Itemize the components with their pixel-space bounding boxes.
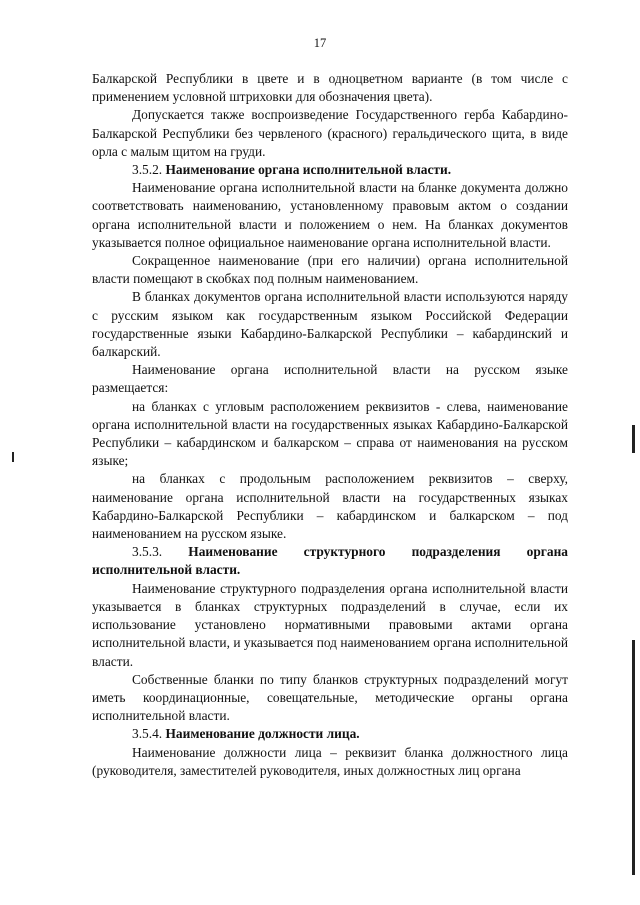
paragraph: В бланках документов органа исполнительной власти используются наряду с русским языком как государственным языком Российской Федерации государственные языки Кабардино-Балкарской Республики – кабардинский и балкарский. (92, 289, 568, 360)
left-edge-mark (12, 452, 14, 462)
paragraph: на бланках с продольным расположением реквизитов – сверху, наименование органа исполнительной власти на государственных языках Кабардино-Балкарской Республики – кабардинском и балкарском – под наименованием на русском языке. (92, 471, 568, 542)
paragraph: Собственные бланки по типу бланков структурных подразделений могут иметь координационные, совещательные, методические органы органа исполнительной власти. (92, 671, 568, 724)
section-title: Наименование органа исполнительной власти. (165, 162, 452, 178)
paragraph: Наименование органа исполнительной власти на русском языке размещается: (92, 362, 568, 396)
document-body (92, 70, 568, 780)
paragraph: на бланках с угловым расположением реквизитов - слева, наименование органа исполнительной власти на государственных языках Кабардино-Балкарской Республики – кабардинском и балкарском – справа от наименования на русском языке; (92, 398, 568, 469)
paragraph: Допускается также воспроизведение Государственного герба Кабардино-Балкарской Республики без червленого (красного) геральдического щита, в виде орла с малым щитом на груди. (92, 107, 568, 159)
section-number: 3.5.4. (132, 726, 163, 742)
right-edge-mark (632, 640, 635, 875)
paragraph: Наименование должности лица – реквизит бланка должностного лица (руководителя, заместителей руководителя, иных должностных лиц органа (92, 744, 568, 778)
paragraph: Наименование структурного подразделения органа исполнительной власти указывается в бланках структурных подразделений в случае, если их использование установлено нормативными правовыми актами органа исполнительной власти, и указывается под наименованием органа исполнительной власти. (92, 580, 568, 669)
section-title: Наименование структурного подразделения органа исполнительной власти. (92, 544, 568, 578)
section-heading-3-5-2 (92, 161, 568, 179)
section-heading-3-5-4 (92, 725, 568, 743)
section-title: Наименование должности лица. (165, 726, 360, 742)
paragraph: Балкарской Республики в цвете и в одноцветном варианте (в том числе с применением условной штриховки для обозначения цвета). (92, 71, 568, 105)
paragraph: Наименование органа исполнительной власти на бланке документа должно соответствовать наименованию, установленному правовым актом о создании органа исполнительной власти и положением о нем. На бланках документов указывается полное официальное наименование органа исполнительной власти. (92, 180, 568, 250)
section-number: 3.5.3. (132, 544, 163, 560)
paragraph: Сокращенное наименование (при его наличии) органа исполнительной власти помещают в скобках под полным наименованием. (92, 253, 568, 287)
section-number: 3.5.2. (132, 162, 163, 178)
section-heading-3-5-3 (92, 543, 568, 579)
page-number: 17 (313, 36, 327, 50)
right-edge-mark (632, 425, 635, 453)
